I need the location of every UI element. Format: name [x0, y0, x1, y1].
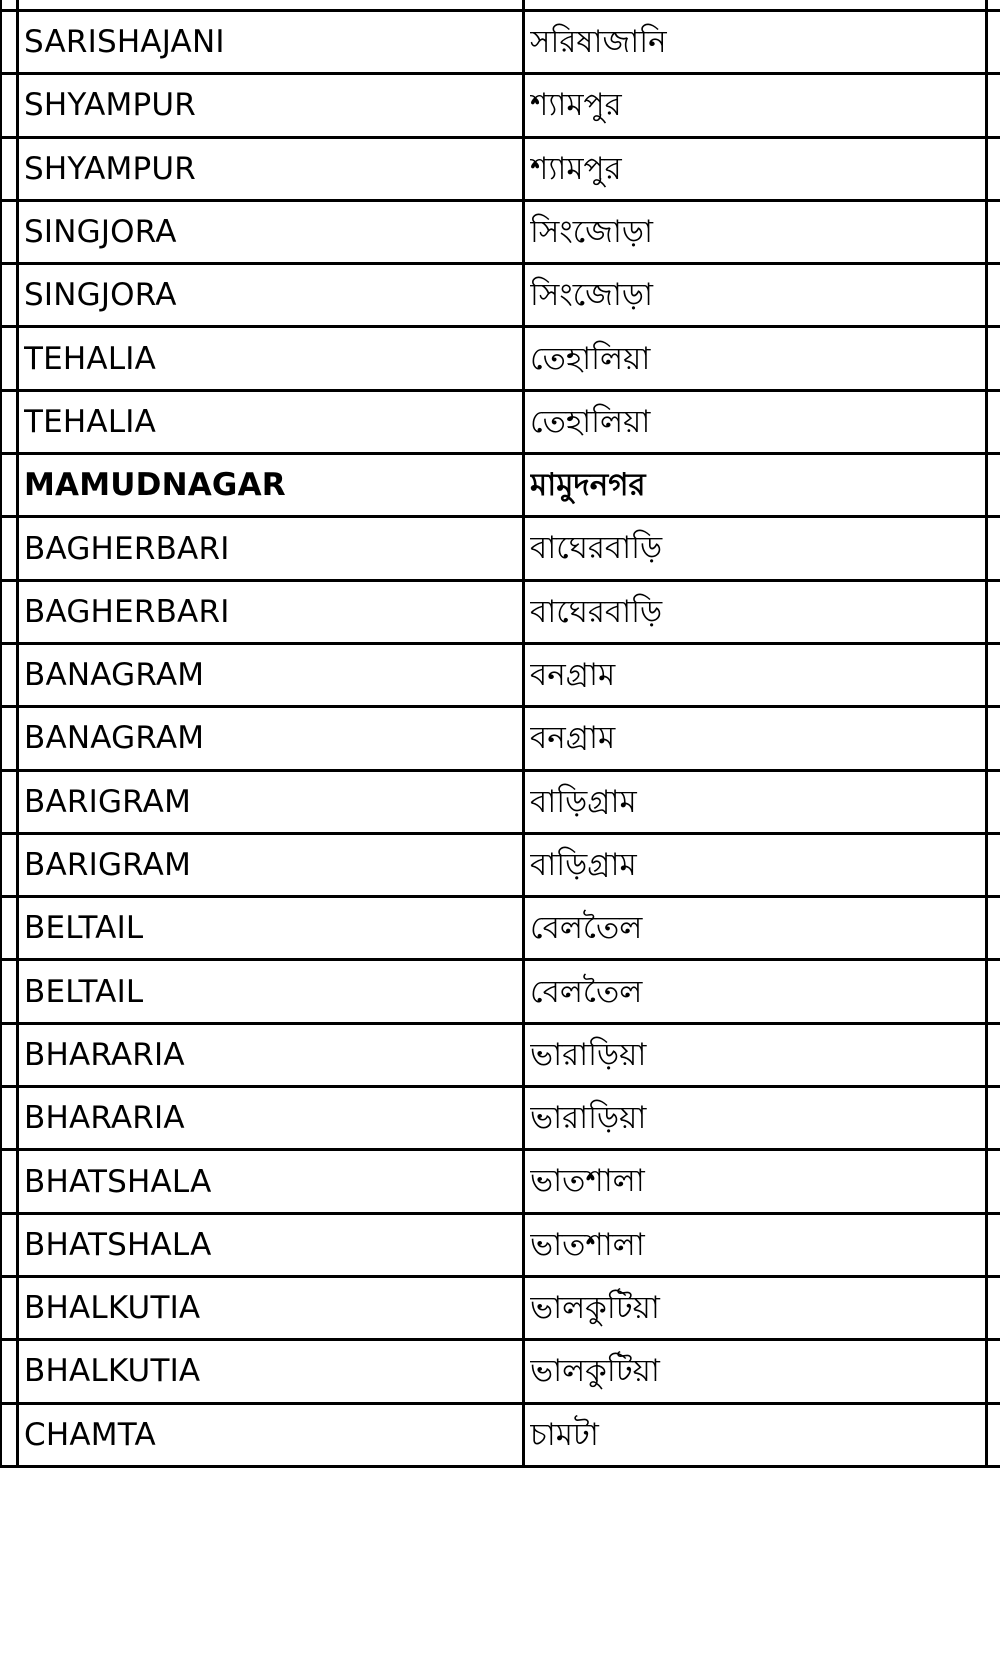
bengali-name-cell: চামটা — [530, 1416, 599, 1453]
table-row — [0, 1215, 1000, 1278]
bengali-name-cell: তেহালিয়া — [530, 403, 651, 440]
table-column-divider — [522, 0, 525, 1468]
english-name-cell: BAGHERBARI — [24, 530, 230, 567]
bengali-name-cell: সিংজোড়া — [530, 277, 653, 314]
table-border-right — [985, 0, 988, 1468]
table-row — [0, 708, 1000, 771]
english-name-cell: BHARARIA — [24, 1036, 185, 1073]
table-row — [0, 1088, 1000, 1151]
english-name-cell: BHARARIA — [24, 1100, 185, 1137]
table-row — [0, 139, 1000, 202]
english-name-cell: TEHALIA — [24, 403, 157, 440]
english-name-cell: SINGJORA — [24, 277, 177, 314]
table-row — [0, 1151, 1000, 1214]
english-name-cell: MAMUDNAGAR — [24, 467, 286, 504]
bengali-name-cell: শ্যামপুর — [530, 87, 622, 124]
english-name-cell: SINGJORA — [24, 214, 177, 251]
english-name-cell: CHAMTA — [24, 1416, 156, 1453]
table-row — [0, 75, 1000, 138]
english-name-cell: BELTAIL — [24, 973, 144, 1010]
english-name-cell: SHYAMPUR — [24, 150, 196, 187]
english-name-cell: SHYAMPUR — [24, 87, 196, 124]
bengali-name-cell: ভারাড়িয়া — [530, 1100, 647, 1137]
table-row — [0, 898, 1000, 961]
bengali-name-cell: বেলতৈল — [530, 973, 643, 1010]
english-name-cell: BANAGRAM — [24, 657, 205, 694]
english-name-cell: BARIGRAM — [24, 783, 192, 820]
english-name-cell: BHATSHALA — [24, 1163, 212, 1200]
english-name-cell: SARISHAJANI — [24, 24, 225, 61]
english-name-cell: BHATSHALA — [24, 1226, 212, 1263]
table-row — [0, 329, 1000, 392]
english-name-cell: BELTAIL — [24, 910, 144, 947]
english-name-cell: BARIGRAM — [24, 847, 192, 884]
bengali-name-cell: সরিষাজানি — [530, 24, 667, 60]
table-row — [0, 772, 1000, 835]
bengali-name-cell: বেলতৈল — [530, 910, 643, 947]
table-row — [0, 455, 1000, 518]
bengali-name-cell: ভাতশালা — [530, 1226, 645, 1263]
bengali-name-cell: ভালকুটিয়া — [530, 1353, 660, 1390]
bengali-name-cell: ভারাড়িয়া — [530, 1036, 647, 1073]
bengali-name-cell: বনগ্রাম — [530, 720, 616, 757]
table-row — [0, 962, 1000, 1025]
bengali-name-cell: বাড়িগ্রাম — [530, 783, 637, 820]
table-row — [0, 582, 1000, 645]
bengali-name-cell: ভালকুটিয়া — [530, 1290, 660, 1326]
bengali-name-cell: বাঘেরবাড়ি — [530, 593, 663, 630]
english-name-cell: TEHALIA — [24, 340, 157, 377]
bengali-name-cell: বনগ্রাম — [530, 657, 616, 693]
table-row — [0, 202, 1000, 265]
bengali-name-cell: তেহালিয়া — [530, 340, 651, 377]
bengali-name-cell: সিংজোড়া — [530, 213, 653, 250]
table-row — [0, 1278, 1000, 1341]
table-row — [0, 392, 1000, 455]
table-row — [0, 265, 1000, 328]
table-row — [0, 12, 1000, 75]
bengali-name-cell: মামুদনগর — [530, 467, 646, 504]
bengali-name-cell: বাড়িগ্রাম — [530, 846, 637, 883]
table-row — [0, 835, 1000, 898]
bengali-name-cell: বাঘেরবাড়ি — [530, 530, 663, 567]
table-border-left-outer — [0, 0, 2, 1468]
table-row — [0, 1405, 1000, 1468]
bengali-name-cell: শ্যামপুর — [530, 150, 622, 187]
table-border-left — [16, 0, 19, 1468]
table-row — [0, 1341, 1000, 1404]
table-row — [0, 1025, 1000, 1088]
bengali-name-cell: ভাতশালা — [530, 1163, 645, 1200]
english-name-cell: BHALKUTIA — [24, 1290, 201, 1327]
table-row — [0, 645, 1000, 708]
table-row — [0, 518, 1000, 581]
table-row-partial-top — [0, 0, 1000, 12]
english-name-cell: BHALKUTIA — [24, 1353, 201, 1390]
english-name-cell: BAGHERBARI — [24, 593, 230, 630]
english-name-cell: BANAGRAM — [24, 720, 205, 757]
